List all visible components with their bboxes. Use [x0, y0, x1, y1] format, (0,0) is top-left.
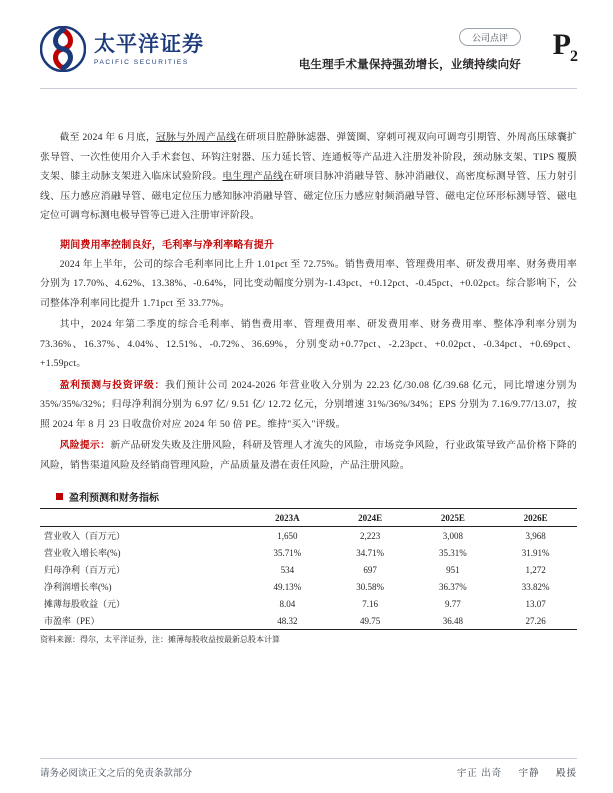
report-tag-wrap — [299, 28, 573, 46]
row-value: 34.71% — [356, 547, 384, 558]
table-row — [40, 612, 577, 630]
row-value: 33.82% — [521, 581, 550, 592]
report-title: 电生理手术量保持强劲增长，业绩持续向好 — [298, 59, 521, 71]
paragraph-pipeline-tail: 在研项目脉冲消融导管、脉冲消融仪、高密度标测导管、压力射引线、压力感应消融导管、磁电定位压力感知脉冲消融导管、磁定位压力感应射频消融导管、磁电定位环形标测导管、磁电定位可调弯标测电极导管等已进入注册审评阶段。 — [40, 171, 577, 221]
table-col-header-4: 2026E — [494, 509, 577, 527]
row-value: 49.75 — [329, 612, 412, 630]
row-value: 49.13% — [273, 581, 302, 592]
pacific-securities-logo-icon — [40, 26, 86, 72]
page-footer — [40, 765, 577, 779]
financial-table — [40, 508, 577, 630]
row-value: 7.16 — [362, 598, 378, 609]
table-row — [40, 561, 577, 578]
risk-lead-label: 风险提示： — [59, 440, 111, 451]
row-value: 3,008 — [442, 530, 463, 541]
row-value: 1,650 — [277, 530, 298, 541]
table-col-header-2: 2024E — [329, 509, 412, 527]
brand-name-en: PACIFIC SECURITIES — [94, 58, 189, 66]
row-value: 30.58% — [356, 581, 384, 592]
row-value: 1,272 — [525, 564, 546, 575]
table-col-header-3: 2025E — [411, 509, 494, 527]
row-label: 营业收入增长率(%) — [44, 547, 121, 558]
row-label: 营业收入（百万元） — [44, 530, 126, 541]
table-col-header-0 — [40, 509, 246, 527]
row-value: 48.32 — [246, 612, 329, 630]
paragraph-pipeline-prefix: 截至 2024 年 6 月底， — [59, 132, 156, 143]
header-title-block — [299, 28, 573, 72]
footer-divider — [40, 758, 577, 759]
table-row — [40, 544, 577, 561]
paragraph-pipeline-underline-2: 电生理产品线 — [222, 171, 284, 182]
row-value: 951 — [446, 564, 460, 575]
report-body — [40, 128, 577, 646]
table-head — [40, 509, 577, 527]
row-label: 市盈率（PE） — [40, 612, 246, 630]
footer-signature-1: 宇正 出奇 — [456, 769, 503, 779]
header-divider — [40, 88, 577, 89]
brand-wordmark — [94, 32, 204, 65]
table-row — [40, 527, 577, 545]
row-value: 2,223 — [359, 530, 381, 541]
page-mark-letter: P — [552, 28, 570, 61]
bullet-square-icon — [56, 493, 63, 500]
row-value: 36.37% — [438, 581, 467, 592]
paragraph-pipeline — [40, 128, 577, 226]
paragraph-pipeline-underline-1: 冠脉与外周产品线 — [155, 132, 237, 143]
paragraph-expense-q2: 其中，2024 年第二季度的综合毛利率、销售费用率、管理费用率、研发费用率、财务费用率、整体净利率分别为 73.36%、16.37%、4.04%、12.51%、-0.72%、36.69%，分别变动+0.77pct、-2.23pct、+0.02pct、-0.34pct、+0.69pct、+1.59pct。 — [40, 319, 577, 369]
footer-signature-3: 殿援 — [555, 769, 577, 779]
row-value: 31.91% — [521, 547, 550, 558]
table-row — [40, 595, 577, 612]
row-value: 697 — [363, 564, 377, 575]
brand-name-cn: 太平洋证券 — [94, 32, 204, 57]
row-value: 534 — [280, 564, 295, 575]
row-value: 13.07 — [525, 598, 546, 609]
row-label: 归母净利（百万元） — [44, 564, 126, 575]
table-title — [40, 489, 577, 504]
footer-signatures — [443, 765, 577, 779]
row-label: 净利润增长率(%) — [44, 581, 112, 592]
row-value: 27.26 — [494, 612, 577, 630]
table-header-row — [40, 509, 577, 527]
paragraph-forecast — [40, 376, 577, 435]
risk-text: 新产品研发失败及注册风险，科研及管理人才流失的风险，市场竞争风险，行业政策导致产品价格下降的风险，销售渠道风险及经销商管理风险，产品质量及潜在责任风险，产品注册风险。 — [40, 440, 578, 471]
report-category-tag: 公司点评 — [459, 28, 521, 46]
paragraph-expense-h1: 2024 年上半年，公司的综合毛利率同比上升 1.01pct 至 72.75%。销售费用率、管理费用率、研发费用率、财务费用率分别为 17.70%、4.62%、13.38%、-0.64%，同比变动幅度分别为-1.43pct、+0.12pct、-0.45pct、+0.02pct。综合影响下，公司整体净利率同比提升 1.71pct 至 33.77%。 — [40, 258, 577, 309]
financial-forecast-block — [40, 489, 577, 646]
page-number-mark — [553, 28, 577, 66]
page-mark-number: 2 — [570, 48, 577, 65]
page-header — [0, 0, 613, 92]
row-value: 3,968 — [525, 530, 546, 541]
paragraph-risk — [40, 436, 577, 475]
row-value: 35.71% — [273, 547, 302, 558]
row-value: 35.31% — [438, 547, 467, 558]
row-value: 36.48 — [411, 612, 494, 630]
paragraph-pipeline-middle: 在研项目腔静脉滤器、弹簧圈、穿刺可视双向可调弯引期管、外周高压球囊扩张导管、一次性使用介入手术套包、环钩注射器、压力延长管、连通板等产品进入注册发补阶段，颈动脉支架、TIPS 覆膜支架、膝主动脉支架进入临床试验阶段。 — [40, 132, 577, 182]
table-col-header-1: 2023A — [246, 509, 329, 527]
row-value: 9.77 — [444, 598, 461, 609]
forecast-text: 我们预计公司 2024-2026 年营业收入分别为 22.23 亿/30.08 亿/39.68 亿元，同比增速分别为 35%/35%/32%；归母净利润分别为 6.97 亿/ 9.51 亿/ 12.72 亿元，分别增速 31%/36%/34%；EPS 分别为 7.16/9.77/13.07，按照 2024 年 8 月 23 日收盘价对应 2024 年 50 倍 PE。维持"买入"评级。 — [40, 379, 577, 430]
row-label: 摊薄每股收益（元） — [44, 598, 126, 609]
section-heading-expense: 期间费用率控制良好，毛利率与净利率略有提升 — [60, 239, 275, 251]
row-value: 8.04 — [279, 598, 296, 609]
footer-signature-2: 宇静 — [518, 769, 540, 779]
footer-disclaimer: 请务必阅读正文之后的免责条款部分 — [40, 769, 193, 779]
forecast-lead-label: 盈利预测与投资评级： — [59, 379, 166, 391]
table-body — [40, 527, 577, 630]
table-row — [40, 578, 577, 595]
table-title-text: 盈利预测和财务指标 — [69, 493, 159, 504]
brand-logo — [40, 26, 204, 72]
table-source-note: 资料来源：得尔，太平洋证券，注：摊薄每股收益按最新总股本计算 — [40, 635, 280, 644]
